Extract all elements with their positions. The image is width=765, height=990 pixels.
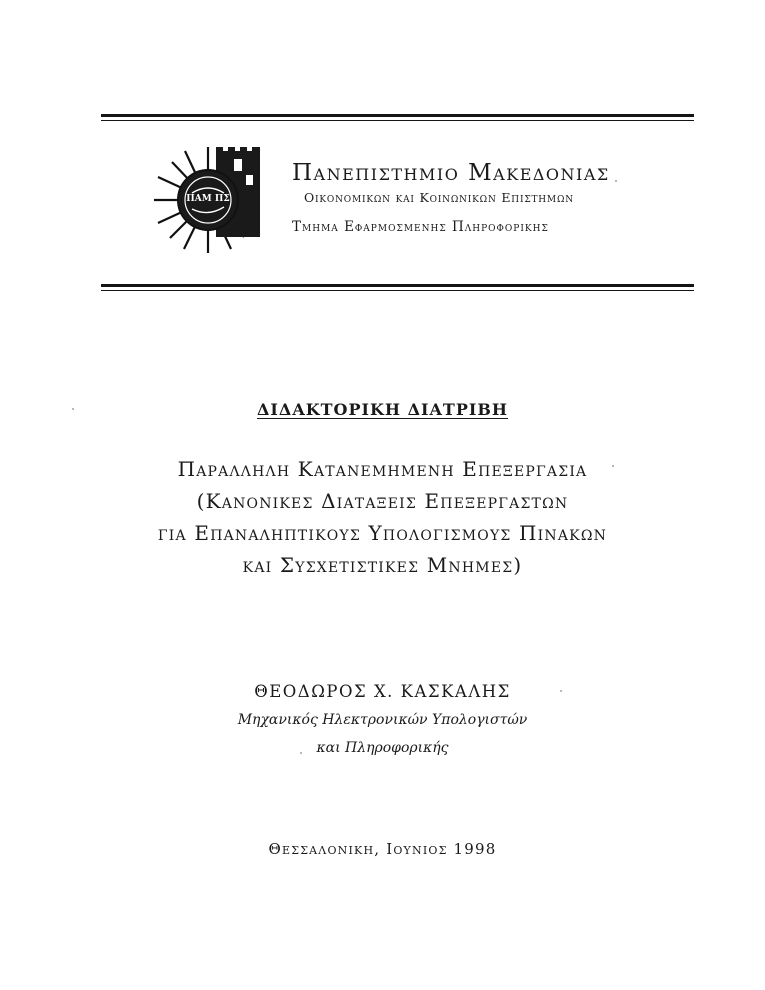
place-and-date: Θεσσαλονικη, Ιουνιος 1998	[268, 840, 497, 858]
header-bottom-rule-thin	[101, 290, 694, 291]
author-degree-line-1: Μηχανικός Ηλεκτρονικών Υπολογιστών	[237, 712, 528, 728]
scan-speck	[72, 408, 74, 410]
faculty-name: Οικονομικων και Κοινωνικων Επιστημων	[304, 190, 574, 205]
scan-speck	[560, 690, 562, 692]
scan-speck	[300, 752, 302, 754]
thesis-title-line-3: για Επαναληπτικους Υπολογισμους Πινακων	[157, 521, 608, 545]
thesis-title-line-2: (Κανονικες Διαταξεις Επεξεργαστων	[196, 489, 569, 513]
header-top-rule	[101, 114, 694, 117]
document-type	[0, 400, 765, 419]
thesis-title-line-1: Παραλληλη Κατανεμημενη Επεξεργασια	[177, 457, 588, 481]
thesis-title-line-4: και Συσχετιστικες Μνημες)	[242, 553, 523, 577]
university-sun-emblem-icon	[150, 145, 266, 255]
author-degree-line-2: και Πληροφορικής	[316, 740, 449, 756]
header-top-rule-thin	[101, 120, 694, 121]
author-name: ΘΕΟΔΩΡΟΣ Χ. ΚΑΣΚΑΛΗΣ	[254, 682, 511, 701]
header-bottom-rule	[101, 284, 694, 287]
institution-block	[292, 160, 652, 235]
scan-speck	[612, 465, 614, 467]
document-type-label: ΔΙΔΑΚΤΟΡΙΚΗ ΔΙΑΤΡΙΒΗ	[257, 400, 508, 419]
emblem-text: ΠΑΜ ΠΣ	[186, 194, 230, 204]
university-name: Πανεπιστημιο Μακεδονιας	[292, 160, 610, 186]
scan-speck	[615, 180, 617, 182]
department-name: Τμημα Εφαρμοσμενης Πληροφορικης	[292, 219, 549, 235]
